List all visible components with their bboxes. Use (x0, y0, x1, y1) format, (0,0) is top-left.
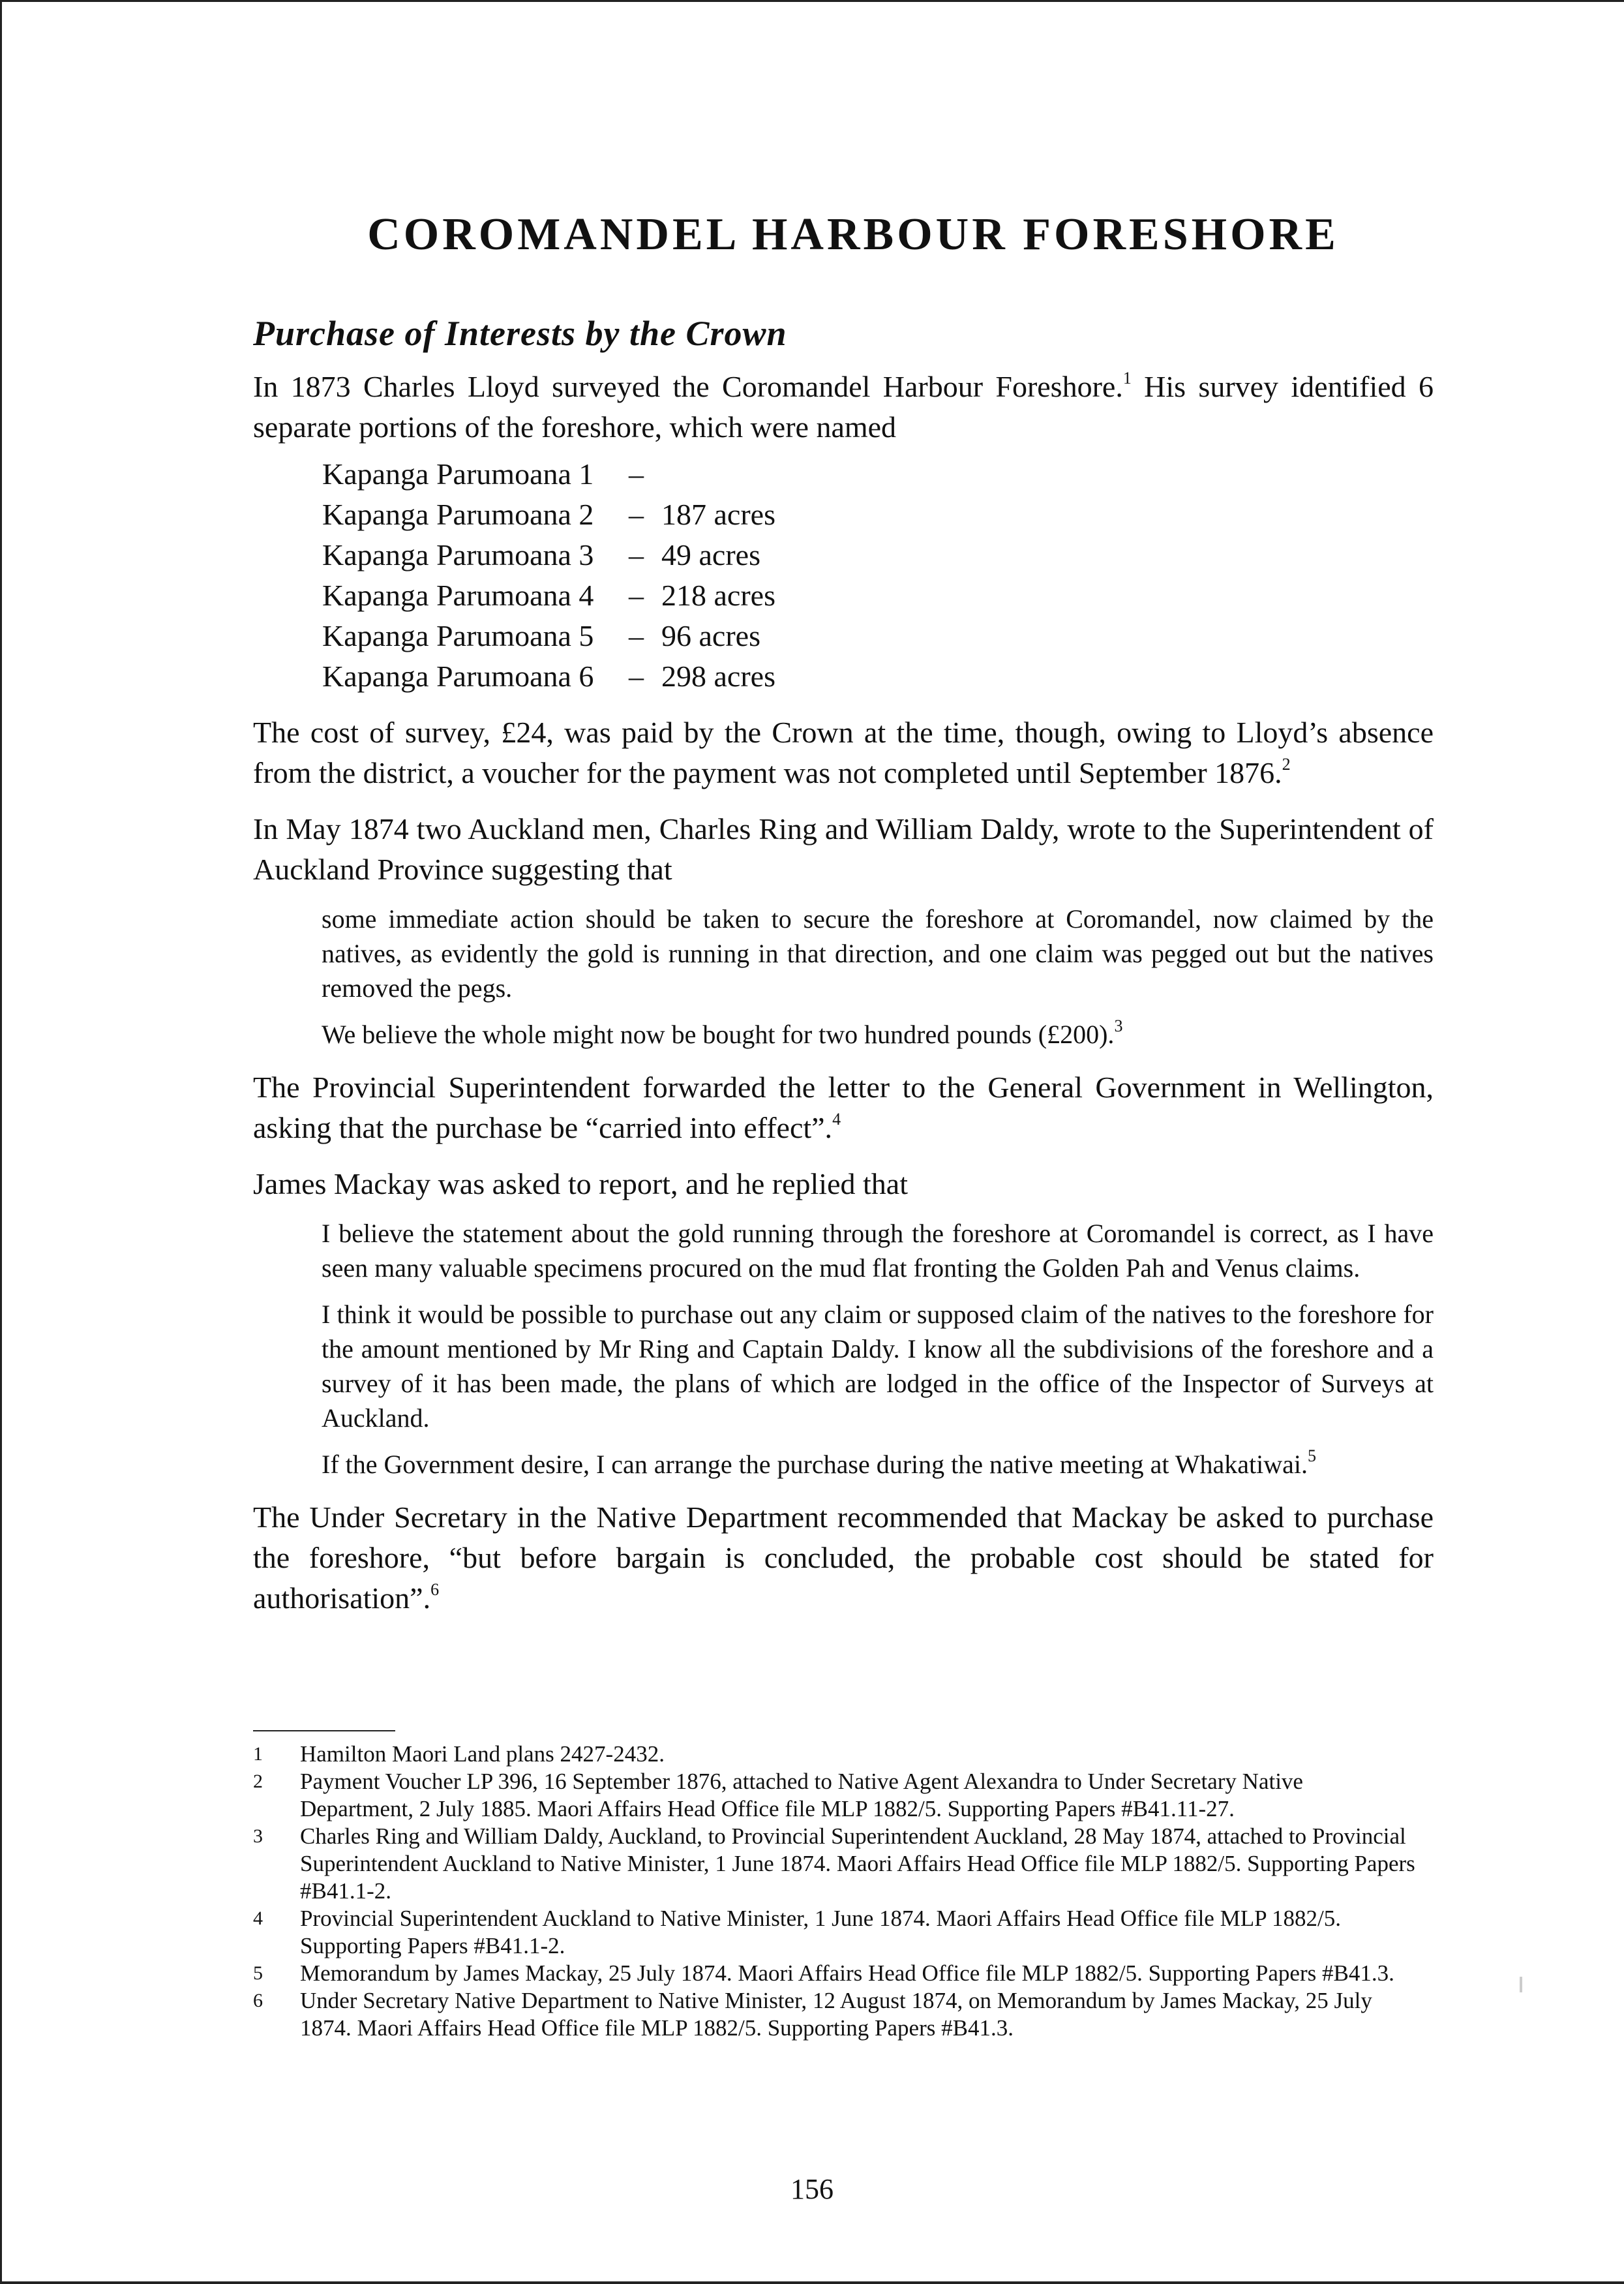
list-item (322, 616, 1434, 656)
footnote-ref-6[interactable]: 6 (430, 1579, 440, 1599)
footnote-text: Memorandum by James Mackay, 25 July 1874. Maori Affairs Head Office file MLP 1882/5. Supporting Papers #B41.3. (300, 1960, 1394, 1986)
block-quote-mackay (322, 1216, 1434, 1482)
list-item (322, 656, 1434, 697)
block-area: 96 acres (661, 619, 760, 652)
block-dash: – (629, 619, 644, 652)
paragraph-survey-cost (253, 712, 1434, 793)
block-dash: – (629, 579, 644, 612)
page-border-top (0, 0, 1624, 2)
footnote-ref-2[interactable]: 2 (1282, 754, 1291, 774)
block-quote-ring-daldy (322, 902, 1434, 1052)
footnote-number: 3 (253, 1825, 263, 1847)
list-item (322, 535, 1434, 575)
footnote (253, 1741, 1421, 1768)
footnotes (253, 1741, 1421, 2042)
block-dash: – (629, 660, 644, 693)
paragraph-text: The Under Secretary in the Native Department recommended that Mackay be asked to purchase the foreshore, “but before bargain is concluded, the probable cost should be stated for authorisation”. (253, 1500, 1434, 1615)
section-heading: Purchase of Interests by the Crown (253, 314, 787, 353)
page-title: COROMANDEL HARBOUR FORESHORE (367, 209, 1339, 260)
block-area: 49 acres (661, 538, 760, 571)
quote-text: If the Government desire, I can arrange the purchase during the native meeting at Whakatiwai. (322, 1450, 1308, 1479)
footnote (253, 1905, 1421, 1960)
footnote-text: Hamilton Maori Land plans 2427-2432. (300, 1741, 665, 1767)
footnote (253, 1960, 1421, 1987)
paragraph-ring-daldy: In May 1874 two Auckland men, Charles Ring and William Daldy, wrote to the Superintendent of Auckland Province suggesting that (253, 812, 1434, 886)
footnote-ref-1[interactable]: 1 (1122, 368, 1132, 388)
block-dash: – (629, 457, 644, 491)
block-dash: – (629, 498, 644, 531)
list-item (322, 575, 1434, 616)
footnote-ref-5[interactable]: 5 (1307, 1446, 1316, 1465)
list-item (322, 495, 1434, 535)
footnote (253, 1987, 1421, 2042)
footnote (253, 1768, 1421, 1823)
paragraph-text: The cost of survey, £24, was paid by the Crown at the time, though, owing to Lloyd’s absence from the district, a voucher for the payment was not completed until September 1876. (253, 716, 1434, 789)
footnote (253, 1823, 1421, 1905)
footnote-number: 2 (253, 1771, 263, 1792)
footnote-number: 1 (253, 1743, 263, 1765)
page-border-bottom (0, 2281, 1624, 2284)
block-name: Kapanga Parumoana 2 (322, 498, 594, 531)
block-dash: – (629, 538, 644, 571)
quote-paragraph (322, 1017, 1434, 1052)
footnote-divider (253, 1730, 395, 1731)
footnote-text: Payment Voucher LP 396, 16 September 1876, attached to Native Agent Alexandra to Under Secretary Native Department, 2 July 1885. Maori Affairs Head Office file MLP 1882/5. Supporting Papers #B41.11-27. (300, 1769, 1303, 1821)
footnote-text: Under Secretary Native Department to Native Minister, 12 August 1874, on Memorandum by James Mackay, 25 July 1874. Maori Affairs Head Office file MLP 1882/5. Supporting Papers #B41.3. (300, 1988, 1372, 2041)
paragraph-text: In 1873 Charles Lloyd surveyed the Coromandel Harbour Foreshore. (253, 370, 1123, 403)
block-area: 298 acres (661, 660, 775, 693)
footnote-ref-3[interactable]: 3 (1114, 1016, 1123, 1035)
scan-mark (1520, 1977, 1522, 1992)
list-item (322, 454, 1434, 495)
footnote-number: 4 (253, 1908, 263, 1929)
paragraph-provincial-superintendent (253, 1067, 1434, 1148)
block-name: Kapanga Parumoana 1 (322, 457, 594, 491)
page-border-left (0, 0, 2, 2284)
footnote-number: 5 (253, 1962, 263, 1984)
quote-paragraph: I believe the statement about the gold running through the foreshore at Coromandel is correct, as I have seen many valuable specimens procured on the mud flat fronting the Golden Pah and Venus claims. (322, 1219, 1434, 1283)
land-block-list (322, 454, 1434, 697)
footnote-number: 6 (253, 1990, 263, 2011)
footnote-text: Charles Ring and William Daldy, Auckland, to Provincial Superintendent Auckland, 28 May 1874, attached to Provincial Superintendent Auckland to Native Minister, 1 June 1874. Maori Affairs Head Office file MLP 1882/5. Supporting Papers #B41.1-2. (300, 1823, 1415, 1904)
paragraph-under-secretary (253, 1497, 1434, 1619)
paragraph-text-cont: His survey identified 6 separate portions of the foreshore, which were named (253, 370, 1434, 444)
block-name: Kapanga Parumoana 5 (322, 619, 594, 652)
block-name: Kapanga Parumoana 3 (322, 538, 594, 571)
quote-paragraph: some immediate action should be taken to secure the foreshore at Coromandel, now claimed by the natives, as evidently the gold is running in that direction, and one claim was pegged out but the natives removed the pegs. (322, 904, 1434, 1003)
block-area: 187 acres (661, 498, 775, 531)
page-number: 156 (790, 2173, 834, 2205)
quote-paragraph (322, 1447, 1434, 1482)
paragraph-survey (253, 367, 1434, 448)
block-name: Kapanga Parumoana 6 (322, 660, 594, 693)
paragraph-mackay: James Mackay was asked to report, and he replied that (253, 1167, 908, 1200)
block-area: 218 acres (661, 579, 775, 612)
footnote-text: Provincial Superintendent Auckland to Native Minister, 1 June 1874. Maori Affairs Head Office file MLP 1882/5. Supporting Papers #B41.1-2. (300, 1906, 1341, 1958)
paragraph-text: The Provincial Superintendent forwarded the letter to the General Government in Wellington, asking that the purchase be “carried into effect”. (253, 1071, 1434, 1144)
block-name: Kapanga Parumoana 4 (322, 579, 594, 612)
quote-paragraph: I think it would be possible to purchase out any claim or supposed claim of the natives to the foreshore for the amount mentioned by Mr Ring and Captain Daldy. I know all the subdivisions of the foreshore and a survey of it has been made, the plans of which are lodged in the office of the Inspector of Surveys at Auckland. (322, 1300, 1434, 1433)
page-body (253, 209, 1434, 1619)
quote-text: We believe the whole might now be bought for two hundred pounds (£200). (322, 1020, 1115, 1049)
footnote-ref-4[interactable]: 4 (832, 1109, 841, 1129)
